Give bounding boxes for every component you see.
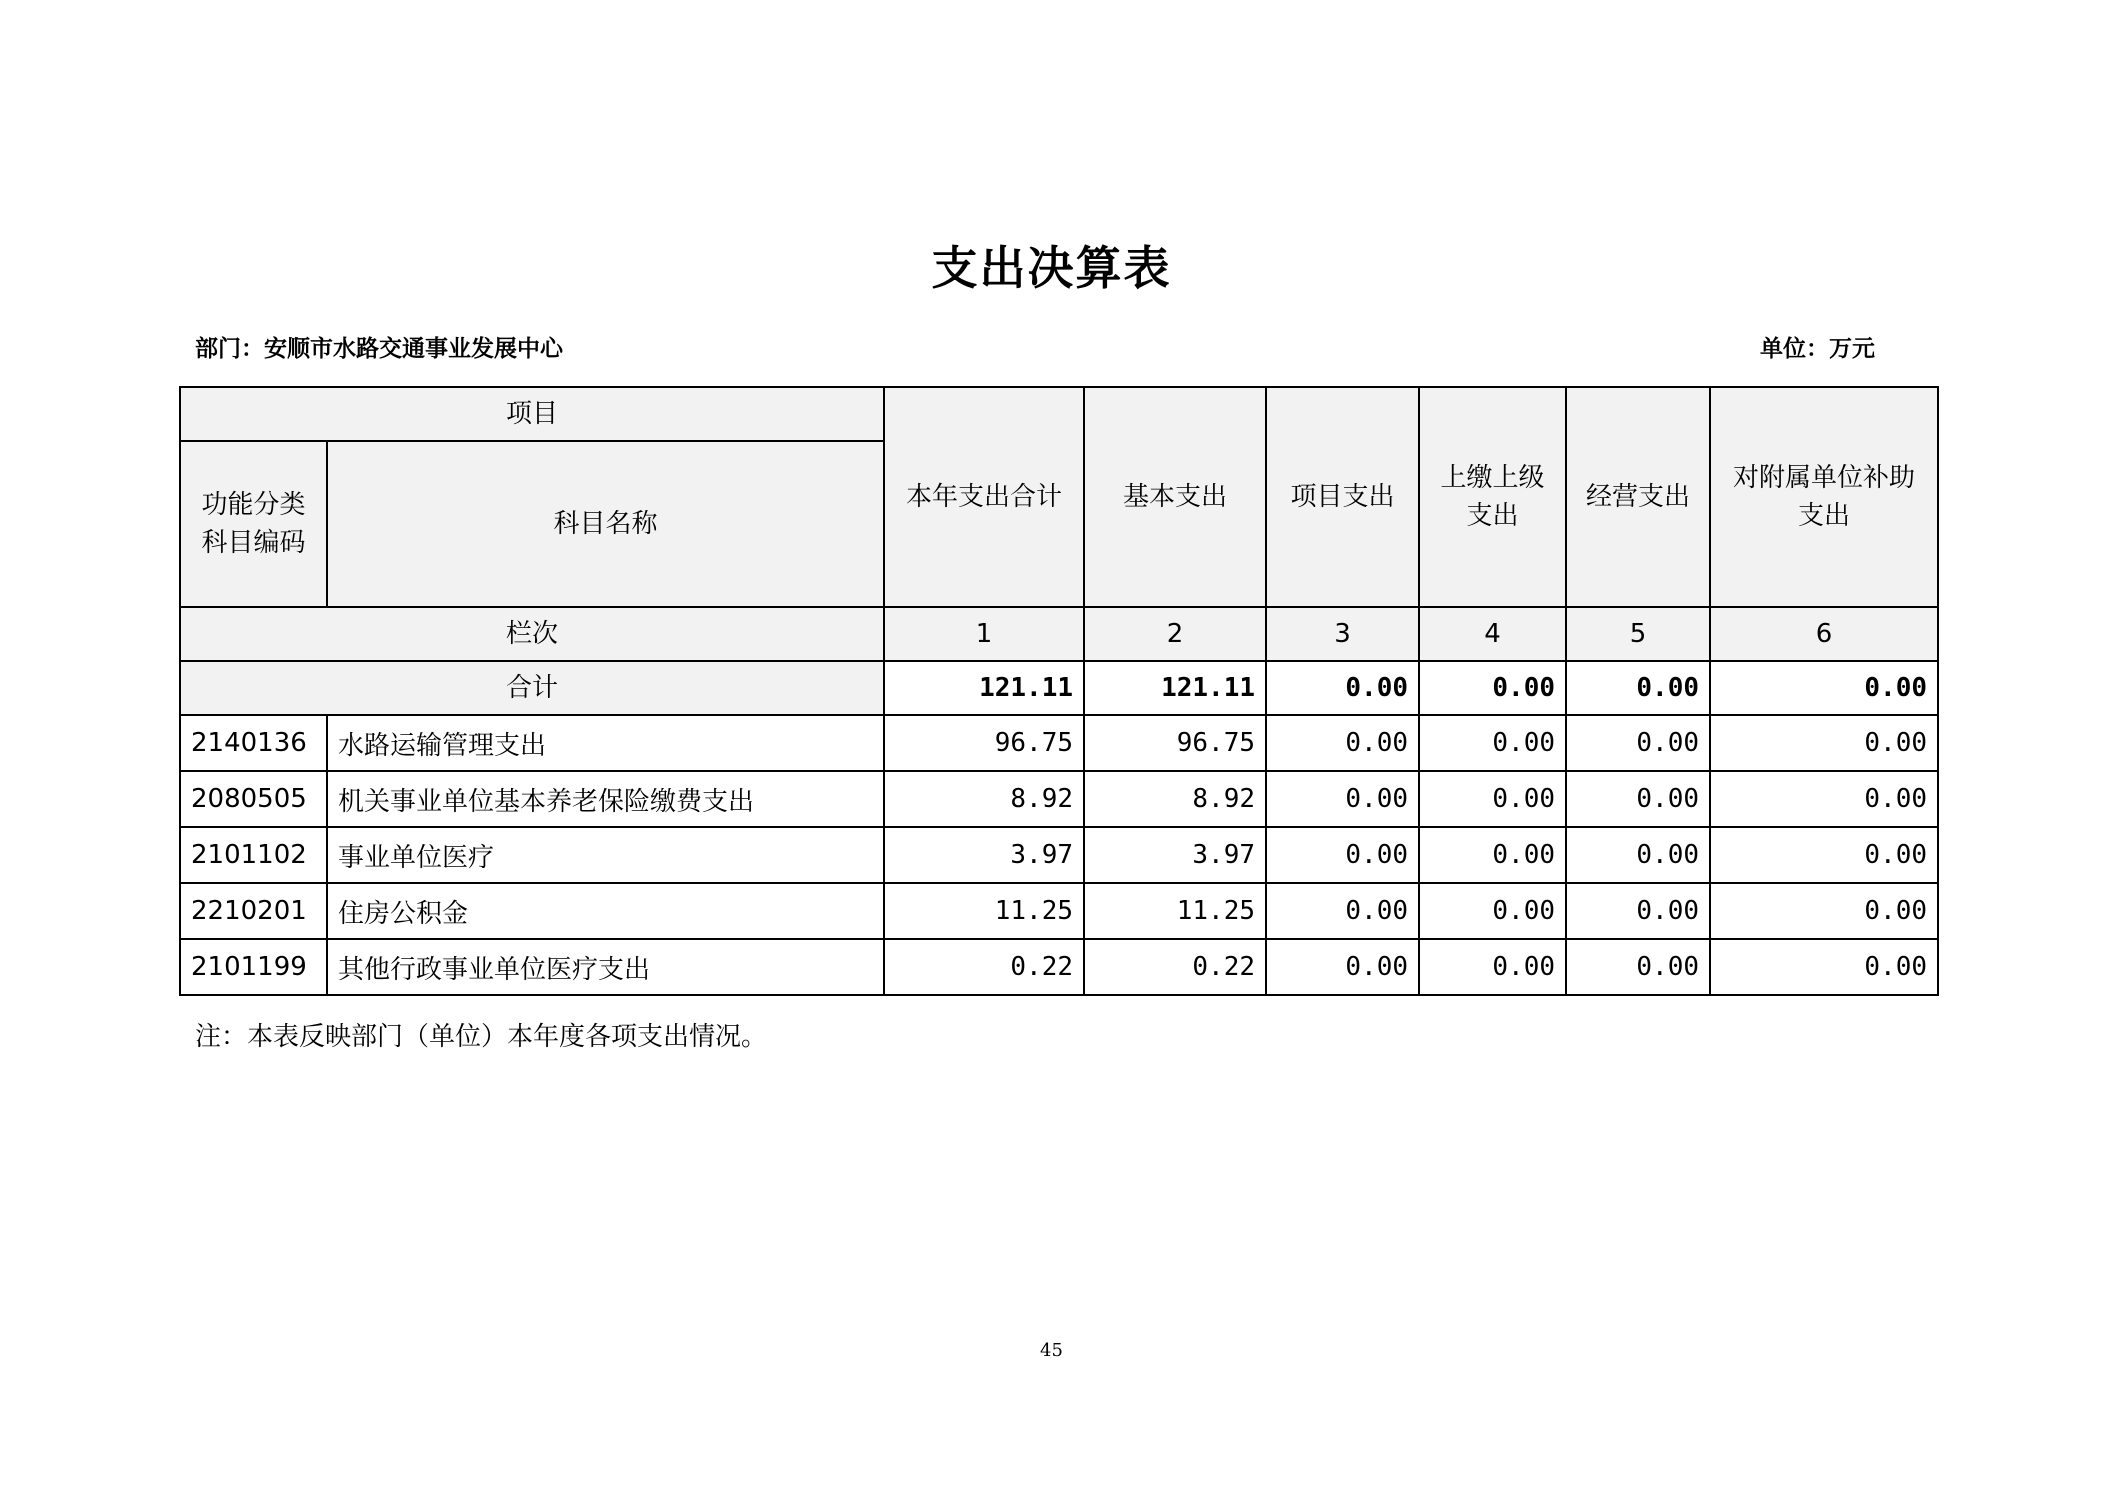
page-title: 支出决算表 [931,241,1172,295]
row-value: 0.00 [1710,939,1938,995]
header-col-project: 项目支出 [1266,387,1419,607]
row-value: 0.00 [1710,883,1938,939]
total-value: 121.11 [1084,661,1266,715]
column-index-3: 3 [1266,607,1419,661]
row-name: 事业单位医疗 [327,827,884,883]
row-value: 0.00 [1566,715,1710,771]
row-value: 0.00 [1566,939,1710,995]
column-index-6: 6 [1710,607,1938,661]
row-value: 0.00 [1419,939,1566,995]
row-value: 0.00 [1266,771,1419,827]
header-item: 项目 [180,387,884,441]
row-value: 11.25 [1084,883,1266,939]
table-row [180,771,1938,827]
row-value: 0.00 [1266,827,1419,883]
row-value: 0.00 [1566,827,1710,883]
row-code: 2101102 [180,827,327,883]
column-index-2: 2 [1084,607,1266,661]
row-value: 3.97 [884,827,1084,883]
row-value: 0.00 [1266,883,1419,939]
table-row [180,715,1938,771]
row-value: 0.00 [1419,715,1566,771]
header-col-subsidy: 对附属单位补助支出 [1710,387,1938,607]
header-col-total: 本年支出合计 [884,387,1084,607]
column-index-1: 1 [884,607,1084,661]
row-value: 3.97 [1084,827,1266,883]
header-subject: 科目名称 [327,441,884,607]
row-value: 0.22 [1084,939,1266,995]
expenditure-table [179,386,1939,996]
table-row [180,939,1938,995]
row-value: 0.00 [1266,939,1419,995]
row-value: 0.00 [1566,771,1710,827]
header-col-basic: 基本支出 [1084,387,1266,607]
table-row [180,827,1938,883]
header-col-remit: 上缴上级支出 [1419,387,1566,607]
row-value: 11.25 [884,883,1084,939]
page-number: 45 [1040,1340,1063,1361]
column-index-label: 栏次 [180,607,884,661]
total-value: 0.00 [1266,661,1419,715]
row-name: 水路运输管理支出 [327,715,884,771]
row-value: 0.22 [884,939,1084,995]
table-row [180,883,1938,939]
row-code: 2101199 [180,939,327,995]
unit-label: 单位：万元 [1760,336,1875,362]
row-code: 2210201 [180,883,327,939]
total-label: 合计 [180,661,884,715]
row-value: 0.00 [1419,771,1566,827]
department-label: 部门：安顺市水路交通事业发展中心 [195,336,563,362]
row-name: 机关事业单位基本养老保险缴费支出 [327,771,884,827]
row-code: 2140136 [180,715,327,771]
row-value: 8.92 [1084,771,1266,827]
row-value: 96.75 [884,715,1084,771]
row-value: 0.00 [1566,883,1710,939]
row-value: 0.00 [1710,827,1938,883]
row-value: 0.00 [1266,715,1419,771]
row-name: 其他行政事业单位医疗支出 [327,939,884,995]
total-value: 0.00 [1710,661,1938,715]
row-value: 96.75 [1084,715,1266,771]
header-code: 功能分类科目编码 [180,441,327,607]
total-value: 121.11 [884,661,1084,715]
total-value: 0.00 [1419,661,1566,715]
row-value: 0.00 [1710,715,1938,771]
row-value: 8.92 [884,771,1084,827]
row-value: 0.00 [1710,771,1938,827]
header-col-operating: 经营支出 [1566,387,1710,607]
column-index-4: 4 [1419,607,1566,661]
row-value: 0.00 [1419,827,1566,883]
row-value: 0.00 [1419,883,1566,939]
table-note: 注：本表反映部门（单位）本年度各项支出情况。 [195,1022,768,1052]
row-code: 2080505 [180,771,327,827]
column-index-5: 5 [1566,607,1710,661]
total-value: 0.00 [1566,661,1710,715]
row-name: 住房公积金 [327,883,884,939]
